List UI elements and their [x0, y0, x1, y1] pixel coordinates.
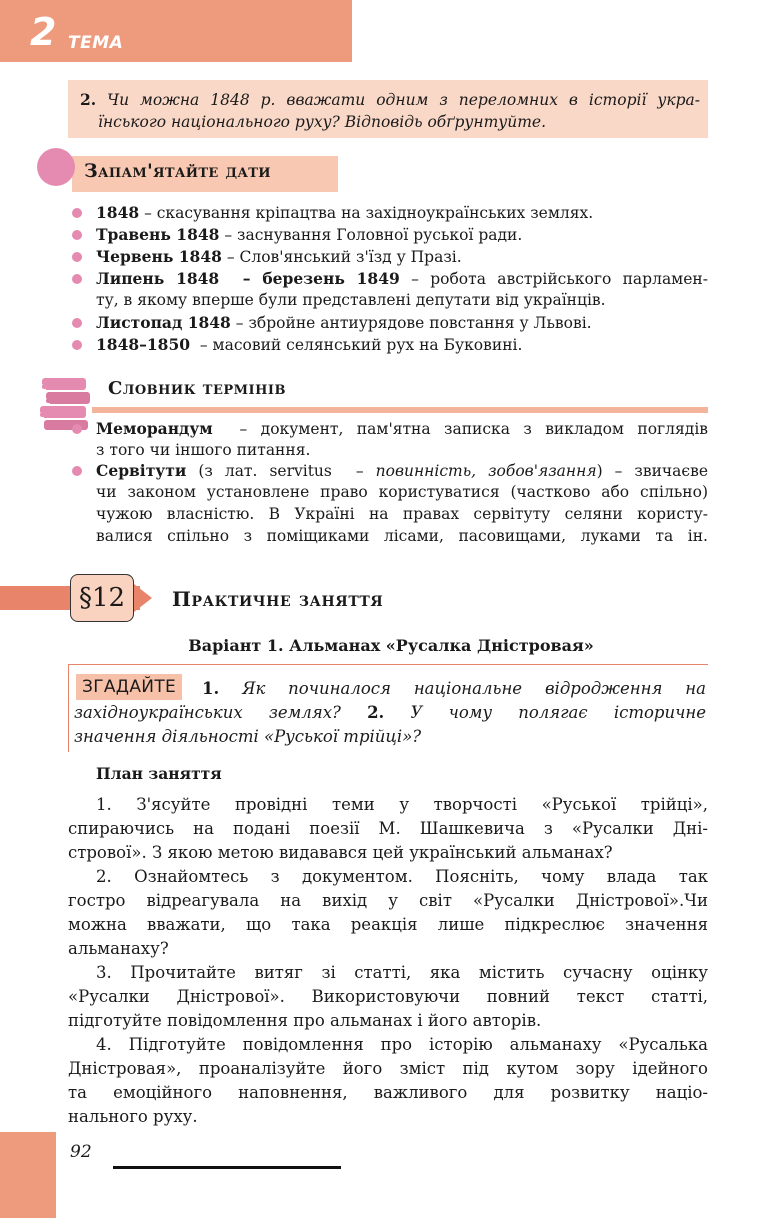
date-item-continuation: ту, в якому вперше були представлені депутати від українців.: [96, 291, 606, 309]
plan-item-4-line: та емоційного наповнення, важливого для розвитку націо-: [68, 1083, 708, 1102]
plan-item-4-line: Дністровая», проаналізуйте його зміст під кутом зору ідейного: [68, 1059, 708, 1078]
glossary-item-servitude: Сервітути (з лат. servitus – повинність, зобов'язання) – звичаєве: [96, 461, 708, 480]
date-item: Червень 1848 – Слов'янський з'їзд у Празі.: [96, 247, 462, 266]
plan-item-1-line: спираючись на подані поезії М. Шашкевича з «Русалки Дні-: [68, 819, 708, 838]
plan-item-1-line: 1. З'ясуйте провідні теми у творчості «Руської трійці»,: [96, 795, 708, 814]
bullet-icon: [72, 274, 82, 284]
bullet-icon: [72, 230, 82, 240]
bullet-icon: [72, 466, 82, 476]
footer-rule: [113, 1166, 341, 1169]
bullet-icon: [72, 208, 82, 218]
bullet-icon: [72, 340, 82, 350]
date-item: Липень 1848 – березень 1849 – робота австрійського парламен-: [96, 269, 708, 288]
dates-title: Запам'ятайте дати: [84, 160, 271, 182]
plan-item-2-line: можна вважати, що така реакція лише підкреслює значення: [68, 915, 708, 934]
variant-title: Варіант 1. Альманах «Русалка Дністровая»: [188, 636, 594, 655]
glossary-title: Словник термінів: [108, 378, 286, 399]
page-number: 92: [70, 1142, 92, 1162]
plan-item-4-line: 4. Підготуйте повідомлення про історію альманаху «Русалька: [96, 1035, 708, 1054]
question-line-1: Чи можна 1848 р. вважати одним з переломних в історії укра-: [107, 91, 700, 109]
glossary-rule: [92, 407, 708, 413]
bullet-icon: [72, 318, 82, 328]
section-title: Практичне заняття: [172, 587, 384, 611]
bullet-icon: [72, 252, 82, 262]
dates-circle-icon: [37, 148, 75, 186]
glossary-line: чужою власністю. В Україні на правах сервітуту селяни користу-: [96, 505, 708, 523]
plan-item-3-line: підготуйте повідомлення про альманах і його авторів.: [68, 1011, 542, 1030]
section-arrow-icon: [134, 584, 152, 612]
date-item: 1848–1850 – масовий селянський рух на Буковині.: [96, 335, 523, 354]
glossary-line: з того чи іншого питання.: [96, 441, 311, 459]
plan-item-2-line: гостро відреагувала на вихід у світ «Русалки Дністрової».Чи: [68, 891, 708, 910]
plan-item-4-line: нального руху.: [68, 1107, 198, 1126]
recall-line-1: 1. Як починалося національне відродження на: [202, 679, 707, 698]
section-number: §12: [78, 583, 126, 613]
topic-number: 2: [30, 10, 57, 54]
glossary-item-memorandum: Меморандум – документ, пам'ятна записка з викладом поглядів: [96, 419, 708, 438]
date-item: Травень 1848 – заснування Головної руської ради.: [96, 225, 523, 244]
glossary-line: валися спільно з поміщиками лісами, пасовищами, луками та ін.: [96, 527, 708, 545]
footer-bar: [0, 1132, 56, 1218]
glossary-line: чи законом установлене право користуватися (частково або спільно): [96, 483, 708, 501]
bullet-icon: [72, 424, 82, 434]
topic-label: ТЕМА: [68, 33, 124, 53]
plan-item-2-line: альманаху?: [68, 939, 169, 958]
plan-item-3-line: 3. Прочитайте витяг зі статті, яка містить сучасну оцінку: [96, 963, 708, 982]
plan-title: План заняття: [96, 764, 222, 783]
question-text: [80, 89, 700, 133]
date-item: 1848 – скасування кріпацтва на західноукраїнських землях.: [96, 203, 594, 222]
question-number: 2.: [80, 90, 97, 109]
recall-line-2: західноукраїнських землях? 2. У чому полягає історичне: [74, 703, 706, 722]
plan-item-2-line: 2. Ознайомтесь з документом. Поясніть, чому влада так: [96, 867, 708, 886]
plan-item-3-line: «Русалки Дністрової». Використовуючи повний текст статті,: [68, 987, 708, 1006]
plan-item-1-line: стрової». З якою метою видавався цей український альманах?: [68, 843, 613, 862]
recall-badge: ЗГАДАЙТЕ: [76, 674, 182, 700]
date-item: Листопад 1848 – збройне антиурядове повстання у Львові.: [96, 313, 592, 332]
books-icon: [38, 374, 94, 432]
recall-line-3: значення діяльності «Руської трійці»?: [74, 727, 422, 746]
question-line-2: їнського національного руху? Відповідь обґрунтуйте.: [98, 113, 547, 131]
